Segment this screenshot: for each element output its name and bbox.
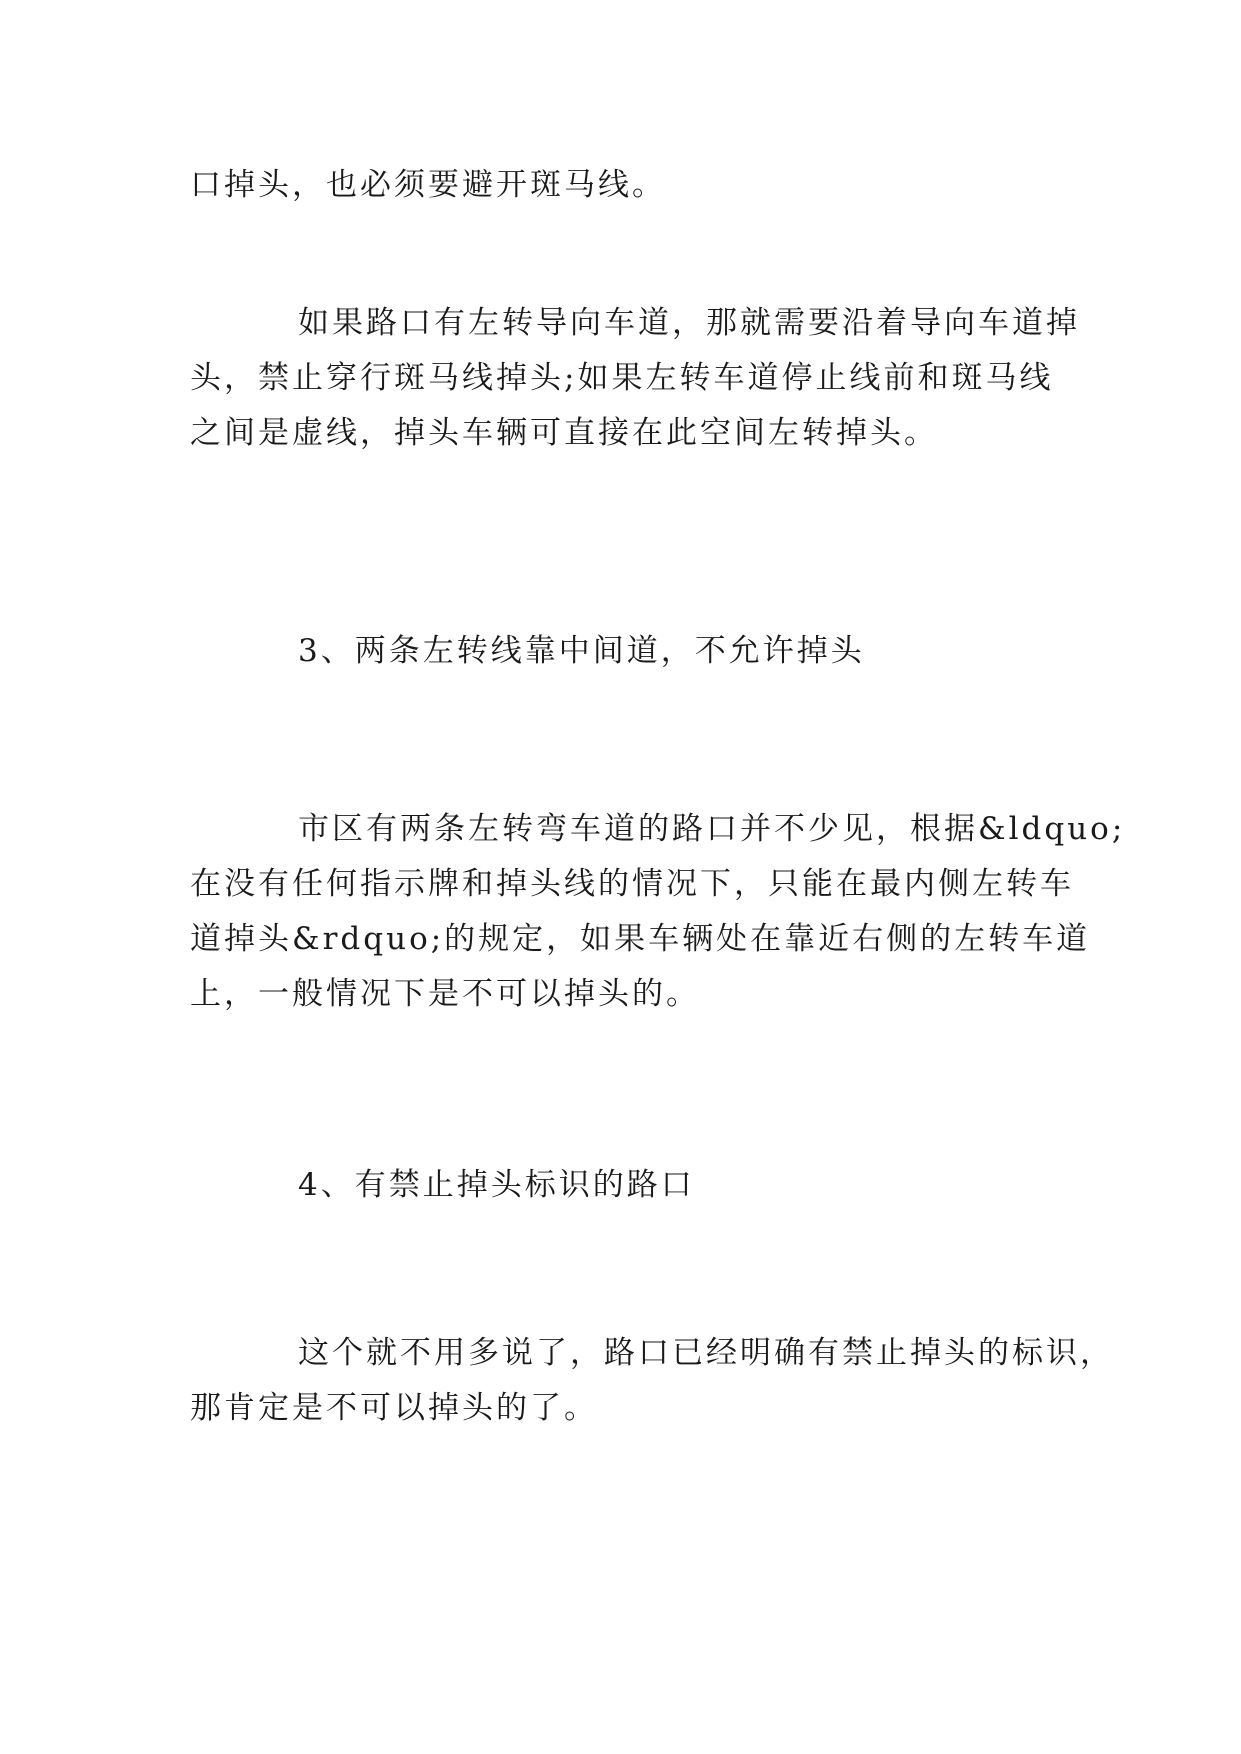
paragraph-4-line-4: 上，一般情况下是不可以掉头的。	[190, 976, 700, 1012]
paragraph-2-line-3: 之间是虚线，掉头车辆可直接在此空间左转掉头。	[190, 415, 938, 451]
paragraph-1-line-1: 口掉头，也必须要避开斑马线。	[190, 167, 666, 203]
paragraph-4-line-1: 市区有两条左转弯车道的路口并不少见，根据&ldquo;	[298, 811, 1126, 847]
section-heading-3: 3、两条左转线靠中间道，不允许掉头	[298, 633, 865, 669]
paragraph-6-line-1: 这个就不用多说了，路口已经明确有禁止掉头的标识，	[298, 1335, 1114, 1371]
paragraph-4-line-2: 在没有任何指示牌和掉头线的情况下，只能在最内侧左转车	[190, 866, 1074, 902]
paragraph-6-line-2: 那肯定是不可以掉头的了。	[190, 1390, 598, 1426]
paragraph-2-line-1: 如果路口有左转导向车道，那就需要沿着导向车道掉	[298, 305, 1080, 341]
section-heading-4: 4、有禁止掉头标识的路口	[298, 1167, 695, 1203]
paragraph-4-line-3: 道掉头&rdquo;的规定，如果车辆处在靠近右侧的左转车道	[190, 921, 1091, 957]
paragraph-2-line-2: 头，禁止穿行斑马线掉头;如果左转车道停止线前和斑马线	[190, 360, 1054, 396]
